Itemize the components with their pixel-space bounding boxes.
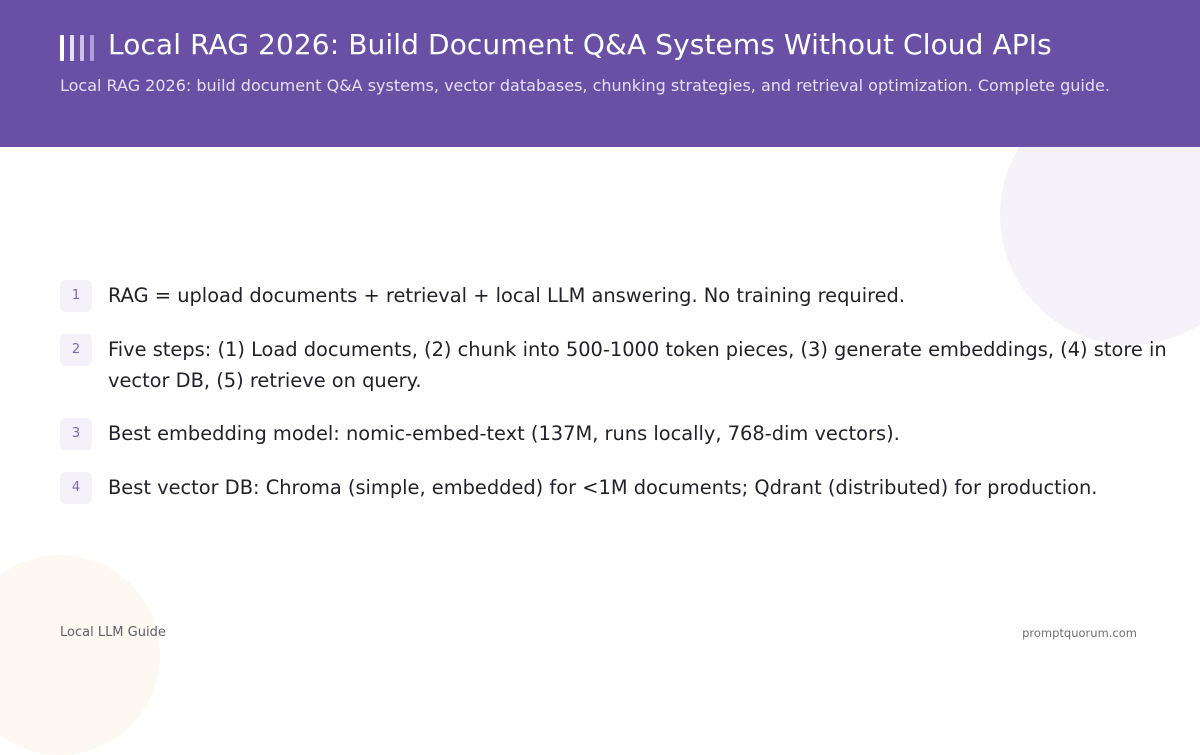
list-item <box>60 418 1185 450</box>
list-item <box>60 472 1185 504</box>
point-text: RAG = upload documents + retrieval + local LLM answering. No training required. <box>108 284 906 307</box>
page-title: Local RAG 2026: Build Document Q&A Systems Without Cloud APIs <box>108 28 1052 61</box>
footer-guide-label: Local LLM Guide <box>60 625 166 640</box>
number-badge: 3 <box>60 418 92 450</box>
logo-bar <box>70 35 74 61</box>
vertical-bars-icon <box>60 35 94 61</box>
list-item <box>60 334 1185 396</box>
logo-bar <box>90 35 94 61</box>
logo-bar <box>80 35 84 61</box>
footer-site-label: promptquorum.com <box>1022 626 1137 640</box>
page-subtitle: Local RAG 2026: build document Q&A systems, vector databases, chunking strategies, and retrieval optimization. Complete guide. <box>60 76 1110 95</box>
point-text: Best vector DB: Chroma (simple, embedded) for <1M documents; Qdrant (distributed) for production. <box>108 476 1098 499</box>
decorative-circle-left <box>0 555 160 755</box>
point-text: Five steps: (1) Load documents, (2) chunk into 500-1000 token pieces, (3) generate embeddings, (4) store in vector DB, (5) retrieve on query. <box>108 338 1167 392</box>
list-item <box>60 280 1185 312</box>
key-points-list <box>60 280 1185 526</box>
point-text: Best embedding model: nomic-embed-text (137M, runs locally, 768-dim vectors). <box>108 422 900 445</box>
logo-bar <box>60 35 64 61</box>
header-banner <box>0 0 1200 147</box>
number-badge: 4 <box>60 472 92 504</box>
number-badge: 1 <box>60 280 92 312</box>
number-badge: 2 <box>60 334 92 366</box>
